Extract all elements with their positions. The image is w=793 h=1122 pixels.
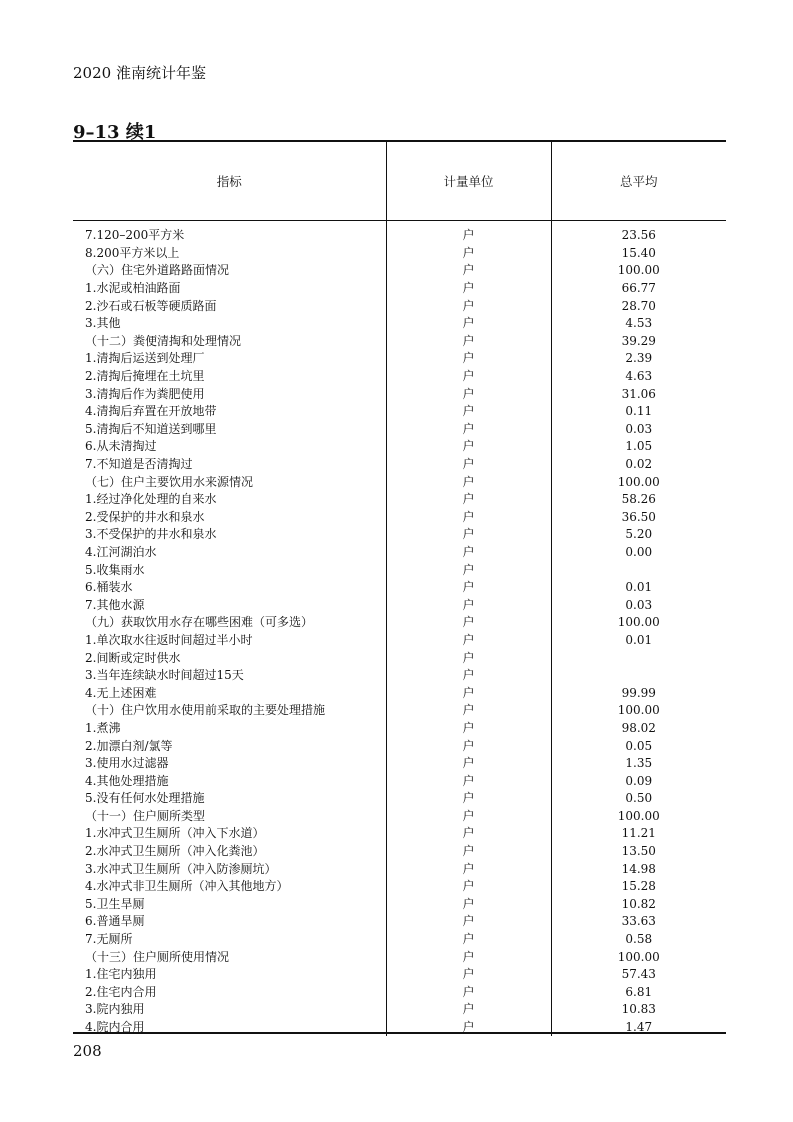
table-row (73, 561, 726, 579)
row-value: 11.21 (551, 825, 726, 843)
row-value: 31.06 (551, 385, 726, 403)
row-value: 14.98 (551, 860, 726, 878)
row-unit: 户 (386, 333, 551, 351)
row-unit: 户 (386, 931, 551, 949)
row-value (551, 667, 726, 685)
table-row (73, 649, 726, 667)
table-row (73, 526, 726, 544)
row-value: 0.03 (551, 596, 726, 614)
table-row (73, 333, 726, 351)
row-indicator: 1.水冲式卫生厕所（冲入下水道） (85, 826, 265, 841)
row-unit: 户 (386, 456, 551, 474)
row-unit: 户 (386, 596, 551, 614)
row-unit: 户 (386, 280, 551, 298)
table-bottom-rule (73, 1032, 726, 1034)
row-indicator: 4.其他处理措施 (85, 773, 169, 788)
row-unit: 户 (386, 491, 551, 509)
row-unit: 户 (386, 245, 551, 263)
row-indicator: 5.卫生旱厕 (85, 896, 145, 911)
row-value: 100.00 (551, 473, 726, 491)
row-unit: 户 (386, 948, 551, 966)
table-row (73, 843, 726, 861)
table-row (73, 385, 726, 403)
table-row (73, 737, 726, 755)
row-value: 57.43 (551, 966, 726, 984)
row-unit: 户 (386, 825, 551, 843)
table-row (73, 984, 726, 1002)
table-row (73, 350, 726, 368)
row-unit: 户 (386, 702, 551, 720)
table-row (73, 280, 726, 298)
row-value: 10.82 (551, 896, 726, 914)
row-unit: 户 (386, 526, 551, 544)
row-value: 0.50 (551, 790, 726, 808)
row-value: 2.39 (551, 350, 726, 368)
row-unit: 户 (386, 790, 551, 808)
row-indicator: 4.清掏后弃置在开放地带 (85, 404, 217, 419)
row-value: 10.83 (551, 1001, 726, 1019)
row-value: 1.47 (551, 1019, 726, 1037)
row-unit: 户 (386, 808, 551, 826)
row-indicator: （十一）住户厕所类型 (85, 808, 206, 823)
row-unit: 户 (386, 227, 551, 245)
row-value: 33.63 (551, 913, 726, 931)
row-value: 0.00 (551, 544, 726, 562)
row-unit: 户 (386, 438, 551, 456)
table-row (73, 262, 726, 280)
row-unit: 户 (386, 473, 551, 491)
table-row (73, 596, 726, 614)
row-indicator: 6.从未清掏过 (85, 439, 157, 454)
table-row (73, 227, 726, 245)
table-row (73, 755, 726, 773)
row-indicator: 3.院内独用 (85, 1002, 145, 1017)
table-row (73, 948, 726, 966)
row-indicator: （十）住户饮用水使用前采取的主要处理措施 (85, 703, 326, 718)
table-row (73, 473, 726, 491)
row-value: 0.09 (551, 772, 726, 790)
row-value: 100.00 (551, 262, 726, 280)
row-indicator: 8.200平方米以上 (85, 245, 180, 260)
row-unit: 户 (386, 878, 551, 896)
row-indicator: 5.收集雨水 (85, 562, 145, 577)
row-value: 0.03 (551, 421, 726, 439)
table-row (73, 825, 726, 843)
row-indicator: （十三）住户厕所使用情况 (85, 949, 230, 964)
row-unit: 户 (386, 966, 551, 984)
table-row (73, 913, 726, 931)
table-row (73, 931, 726, 949)
row-value: 0.05 (551, 737, 726, 755)
table-row (73, 632, 726, 650)
row-indicator: 2.住宅内合用 (85, 984, 157, 999)
row-unit: 户 (386, 561, 551, 579)
row-indicator: 1.住宅内独用 (85, 967, 157, 982)
table-row (73, 421, 726, 439)
row-value: 0.58 (551, 931, 726, 949)
row-indicator: 2.间断或定时供水 (85, 650, 181, 665)
table-row (73, 966, 726, 984)
table-row (73, 720, 726, 738)
row-value: 15.28 (551, 878, 726, 896)
row-value: 23.56 (551, 227, 726, 245)
row-value: 98.02 (551, 720, 726, 738)
row-value: 4.53 (551, 315, 726, 333)
table-row (73, 456, 726, 474)
statistics-table (73, 141, 726, 1036)
row-value: 100.00 (551, 948, 726, 966)
table-row (73, 772, 726, 790)
row-value: 66.77 (551, 280, 726, 298)
row-indicator: 2.沙石或石板等硬质路面 (85, 298, 217, 313)
table-row (73, 1001, 726, 1019)
table-row (73, 544, 726, 562)
row-value: 100.00 (551, 808, 726, 826)
row-unit: 户 (386, 843, 551, 861)
row-unit: 户 (386, 509, 551, 527)
row-value: 4.63 (551, 368, 726, 386)
table-body (73, 221, 726, 1037)
table-title: 9–13 续1 (73, 122, 157, 143)
row-indicator: 5.没有任何水处理措施 (85, 791, 205, 806)
row-indicator: 2.水冲式卫生厕所（冲入化粪池） (85, 844, 265, 859)
row-indicator: 6.普通旱厕 (85, 914, 145, 929)
row-value: 1.05 (551, 438, 726, 456)
row-indicator: （九）获取饮用水存在哪些困难（可多选） (85, 615, 314, 630)
row-indicator: 4.水冲式非卫生厕所（冲入其他地方） (85, 879, 289, 894)
row-indicator: 3.其他 (85, 316, 121, 331)
row-unit: 户 (386, 1019, 551, 1037)
row-value: 0.02 (551, 456, 726, 474)
row-indicator: 4.院内合用 (85, 1020, 145, 1035)
row-indicator: 3.当年连续缺水时间超过15天 (85, 668, 244, 683)
row-unit: 户 (386, 262, 551, 280)
row-indicator: 3.清掏后作为粪肥使用 (85, 386, 205, 401)
row-unit: 户 (386, 544, 551, 562)
row-indicator: 6.桶装水 (85, 580, 133, 595)
table-row (73, 808, 726, 826)
row-value: 1.35 (551, 755, 726, 773)
row-value: 15.40 (551, 245, 726, 263)
row-indicator: 7.其他水源 (85, 597, 145, 612)
row-indicator: 3.使用水过滤器 (85, 756, 169, 771)
row-value: 28.70 (551, 297, 726, 315)
row-value: 39.29 (551, 333, 726, 351)
row-indicator: 5.清掏后不知道送到哪里 (85, 421, 217, 436)
row-value: 100.00 (551, 702, 726, 720)
row-value (551, 649, 726, 667)
row-value: 0.01 (551, 632, 726, 650)
row-unit: 户 (386, 684, 551, 702)
row-unit: 户 (386, 368, 551, 386)
table-row (73, 438, 726, 456)
table-row (73, 297, 726, 315)
header-indicator: 指标 (73, 141, 386, 221)
row-value: 5.20 (551, 526, 726, 544)
row-indicator: 3.不受保护的井水和泉水 (85, 527, 217, 542)
running-head: 2020 淮南统计年鉴 (73, 64, 206, 82)
row-indicator: 4.无上述困难 (85, 685, 157, 700)
table-row (73, 878, 726, 896)
row-value (551, 561, 726, 579)
row-value: 13.50 (551, 843, 726, 861)
table-row (73, 368, 726, 386)
row-indicator: 1.单次取水往返时间超过半小时 (85, 632, 253, 647)
row-unit: 户 (386, 297, 551, 315)
row-indicator: 1.煮沸 (85, 720, 121, 735)
row-value: 58.26 (551, 491, 726, 509)
table-row (73, 579, 726, 597)
table-row (73, 245, 726, 263)
table-row (73, 403, 726, 421)
row-indicator: 2.加漂白剂/氯等 (85, 738, 173, 753)
table-row (73, 667, 726, 685)
header-average: 总平均 (551, 141, 726, 221)
table-row (73, 790, 726, 808)
row-unit: 户 (386, 984, 551, 1002)
table-row (73, 860, 726, 878)
table-row (73, 491, 726, 509)
row-value: 0.01 (551, 579, 726, 597)
row-unit: 户 (386, 350, 551, 368)
table-row (73, 614, 726, 632)
row-indicator: 2.清掏后掩埋在土坑里 (85, 369, 205, 384)
row-value: 36.50 (551, 509, 726, 527)
row-unit: 户 (386, 649, 551, 667)
row-value: 6.81 (551, 984, 726, 1002)
row-indicator: （七）住户主要饮用水来源情况 (85, 474, 254, 489)
row-unit: 户 (386, 860, 551, 878)
table-header-row (73, 141, 726, 221)
row-unit: 户 (386, 896, 551, 914)
row-unit: 户 (386, 1001, 551, 1019)
row-indicator: 7.120–200平方米 (85, 228, 185, 243)
page-number: 208 (73, 1042, 102, 1060)
row-value: 99.99 (551, 684, 726, 702)
row-indicator: 1.经过净化处理的自来水 (85, 492, 217, 507)
table-row (73, 702, 726, 720)
row-indicator: 1.清掏后运送到处理厂 (85, 351, 205, 366)
row-indicator: （十二）粪便清掏和处理情况 (85, 333, 242, 348)
row-unit: 户 (386, 421, 551, 439)
row-indicator: 7.不知道是否清掏过 (85, 457, 193, 472)
row-indicator: 3.水冲式卫生厕所（冲入防渗厕坑） (85, 861, 277, 876)
row-unit: 户 (386, 579, 551, 597)
table-row (73, 684, 726, 702)
row-value: 0.11 (551, 403, 726, 421)
row-unit: 户 (386, 632, 551, 650)
table-row (73, 315, 726, 333)
row-unit: 户 (386, 913, 551, 931)
row-unit: 户 (386, 614, 551, 632)
row-unit: 户 (386, 667, 551, 685)
header-unit: 计量单位 (386, 141, 551, 221)
row-unit: 户 (386, 720, 551, 738)
row-unit: 户 (386, 385, 551, 403)
row-unit: 户 (386, 315, 551, 333)
row-value: 100.00 (551, 614, 726, 632)
row-indicator: 2.受保护的井水和泉水 (85, 509, 205, 524)
row-unit: 户 (386, 772, 551, 790)
table-row (73, 896, 726, 914)
row-unit: 户 (386, 755, 551, 773)
table-row (73, 509, 726, 527)
row-indicator: 4.江河湖泊水 (85, 544, 157, 559)
row-indicator: （六）住宅外道路路面情况 (85, 263, 230, 278)
row-indicator: 7.无厕所 (85, 932, 133, 947)
row-unit: 户 (386, 737, 551, 755)
row-indicator: 1.水泥或柏油路面 (85, 281, 181, 296)
row-unit: 户 (386, 403, 551, 421)
